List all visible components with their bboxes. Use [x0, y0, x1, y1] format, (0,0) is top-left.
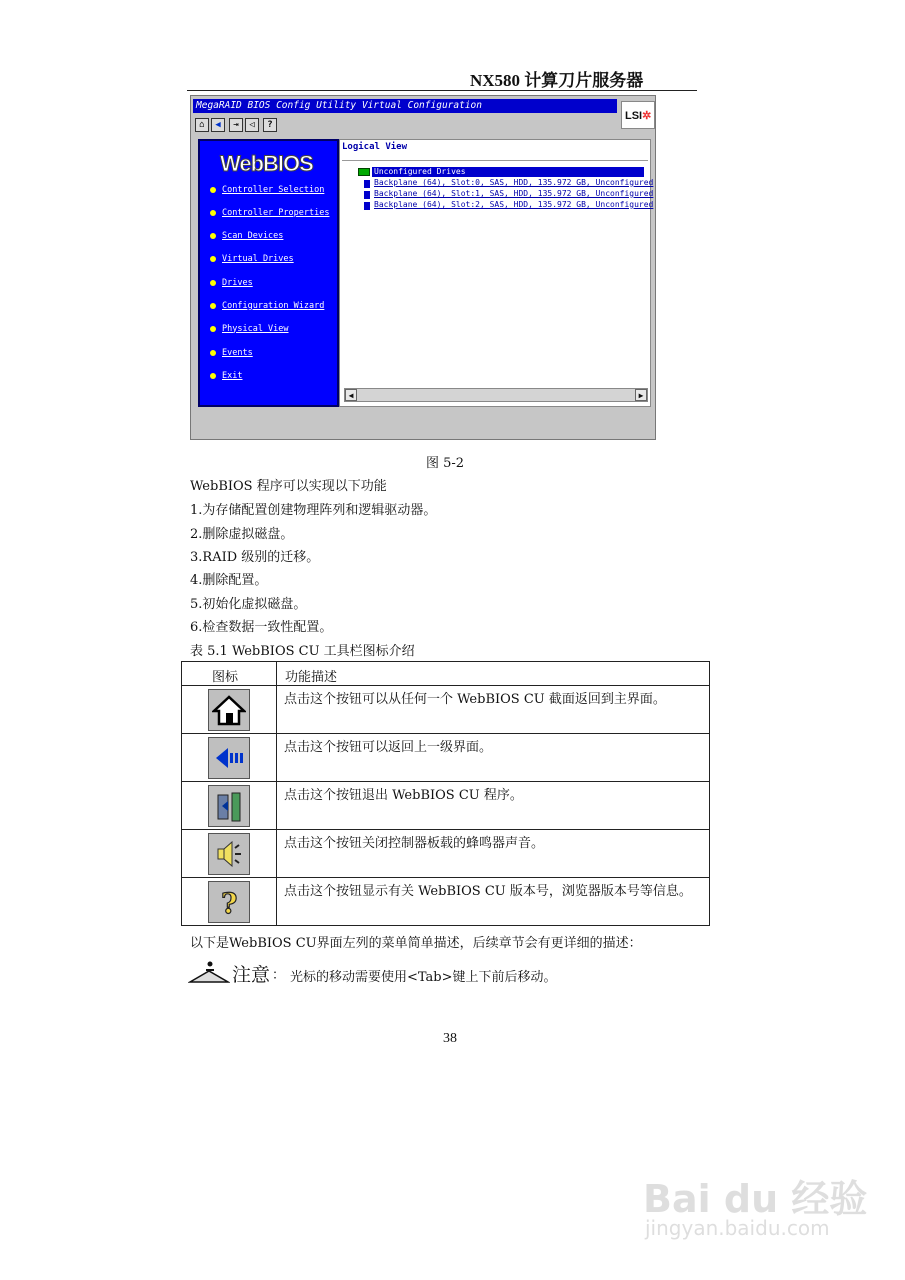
scroll-left-icon[interactable]: ◀: [345, 389, 357, 401]
menu-item-controller-selection[interactable]: [210, 183, 324, 196]
horizontal-scrollbar[interactable]: [344, 388, 648, 402]
drive-group-icon: [358, 168, 370, 176]
table-row: [182, 686, 709, 734]
table-header-description: 功能描述: [285, 670, 338, 685]
menu-label: Physical View: [222, 323, 289, 334]
menu-label: Configuration Wizard: [222, 300, 325, 311]
note-icon: [188, 960, 230, 984]
exit-icon: [208, 785, 250, 827]
tree-node-unconfigured-drives[interactable]: Unconfigured Drives: [372, 167, 644, 177]
divider: [342, 160, 648, 161]
help-icon[interactable]: ?: [263, 118, 277, 132]
hard-drive-icon: [364, 191, 370, 199]
menu-label: Controller Properties: [222, 207, 330, 218]
menu-item-scan-devices[interactable]: [210, 229, 283, 242]
table-desc: 点击这个按钮显示有关 WebBIOS CU 版本号，浏览器版本号等信息。: [284, 884, 692, 899]
tree-node-drive[interactable]: Backplane (64), Slot:0, SAS, HDD, 135.972 GB, Unconfigured: [374, 178, 654, 187]
baidu-jingyan-watermark: [643, 1150, 868, 1250]
main-menu-panel: [198, 139, 339, 407]
menu-item-physical-view[interactable]: [210, 322, 289, 335]
menu-label: Scan Devices: [222, 230, 284, 241]
bullet-icon: [210, 256, 216, 262]
table-desc: 点击这个按钮可以返回上一级界面。: [284, 740, 493, 755]
page-number: 38: [443, 1031, 457, 1046]
table-row: [182, 734, 709, 782]
menu-intro-text: 以下是WebBIOS CU界面左列的菜单简单描述，后续章节会有更详细的描述：: [190, 936, 642, 951]
bullet-icon: [210, 187, 216, 193]
note-label: 注意: [232, 964, 271, 986]
tree-node-drive[interactable]: Backplane (64), Slot:1, SAS, HDD, 135.972 GB, Unconfigured: [374, 189, 654, 198]
feature-item: 6.检查数据一致性配置。: [190, 620, 333, 635]
table-caption: 表 5.1 WebBIOS CU 工具栏图标介绍: [190, 644, 415, 659]
hard-drive-icon: [364, 180, 370, 188]
menu-item-exit[interactable]: [210, 369, 242, 382]
logical-view-title: Logical View: [342, 142, 408, 152]
exit-icon[interactable]: ⇥: [229, 118, 243, 132]
bullet-icon: [210, 233, 216, 239]
silence-alarm-icon[interactable]: ◁: [245, 118, 259, 132]
feature-item: 5.初始化虚拟磁盘。: [190, 597, 307, 612]
table-row: [182, 878, 709, 926]
menu-label: Virtual Drives: [222, 253, 294, 264]
back-icon[interactable]: ◀: [211, 118, 225, 132]
menu-label: Controller Selection: [222, 184, 325, 195]
intro-text: WebBIOS 程序可以实现以下功能: [190, 479, 387, 494]
menu-item-events[interactable]: [210, 346, 253, 359]
feature-item: 1.为存储配置创建物理阵列和逻辑驱动器。: [190, 503, 437, 518]
menu-label: Exit: [222, 370, 243, 381]
home-icon: [208, 689, 250, 731]
lsi-logo: LSI✲: [621, 101, 655, 129]
back-icon: [208, 737, 250, 779]
menu-item-virtual-drives[interactable]: [210, 252, 294, 265]
menu-label: Events: [222, 347, 253, 358]
menu-item-configuration-wizard[interactable]: [210, 299, 324, 312]
bullet-icon: [210, 303, 216, 309]
table-desc: 点击这个按钮退出 WebBIOS CU 程序。: [284, 788, 523, 803]
lsi-logo-text: LSI: [625, 110, 643, 122]
webbios-logo: WebBIOS: [220, 151, 313, 176]
watermark-brand: Bai du 经验: [643, 1177, 868, 1221]
logical-view-panel: [339, 139, 654, 407]
home-icon[interactable]: ⌂: [195, 118, 209, 132]
table-header-row: [182, 662, 709, 686]
feature-item: 4.删除配置。: [190, 573, 268, 588]
bullet-icon: [210, 280, 216, 286]
bullet-icon: [210, 326, 216, 332]
table-desc: 点击这个按钮可以从任何一个 WebBIOS CU 截面返回到主界面。: [284, 692, 666, 707]
note-colon: ：: [272, 968, 286, 983]
feature-item: 3.RAID 级别的迁移。: [190, 550, 320, 565]
hard-drive-icon: [364, 202, 370, 210]
scroll-right-icon[interactable]: ▶: [635, 389, 647, 401]
toolbar-icon-table: [181, 661, 710, 926]
webbios-screenshot: [190, 95, 656, 440]
document-header-title: NX580 计算刀片服务器: [470, 71, 644, 90]
tree-node-drive[interactable]: Backplane (64), Slot:2, SAS, HDD, 135.972 GB, Unconfigured: [374, 200, 654, 209]
bullet-icon: [210, 373, 216, 379]
table-desc: 点击这个按钮关闭控制器板载的蜂鸣器声音。: [284, 836, 545, 851]
note-text: 光标的移动需要使用<Tab>键上下前后移动。: [290, 970, 557, 985]
menu-item-controller-properties[interactable]: [210, 206, 329, 219]
menu-label: Drives: [222, 277, 253, 288]
speaker-icon: [208, 833, 250, 875]
watermark-url: jingyan.baidu.com: [645, 1216, 830, 1240]
menu-item-drives[interactable]: [210, 276, 253, 289]
feature-item: 2.删除虚拟磁盘。: [190, 527, 294, 542]
bullet-icon: [210, 350, 216, 356]
window-titlebar: MegaRAID BIOS Config Utility Virtual Configuration: [193, 99, 617, 113]
svg-text:?: ?: [221, 887, 238, 919]
help-icon: [208, 881, 250, 923]
figure-caption: 图 5-2: [426, 456, 465, 471]
bullet-icon: [210, 210, 216, 216]
table-row: [182, 830, 709, 878]
table-row: [182, 782, 709, 830]
table-header-icon: 图标: [212, 670, 239, 685]
header-rule: [187, 90, 697, 91]
